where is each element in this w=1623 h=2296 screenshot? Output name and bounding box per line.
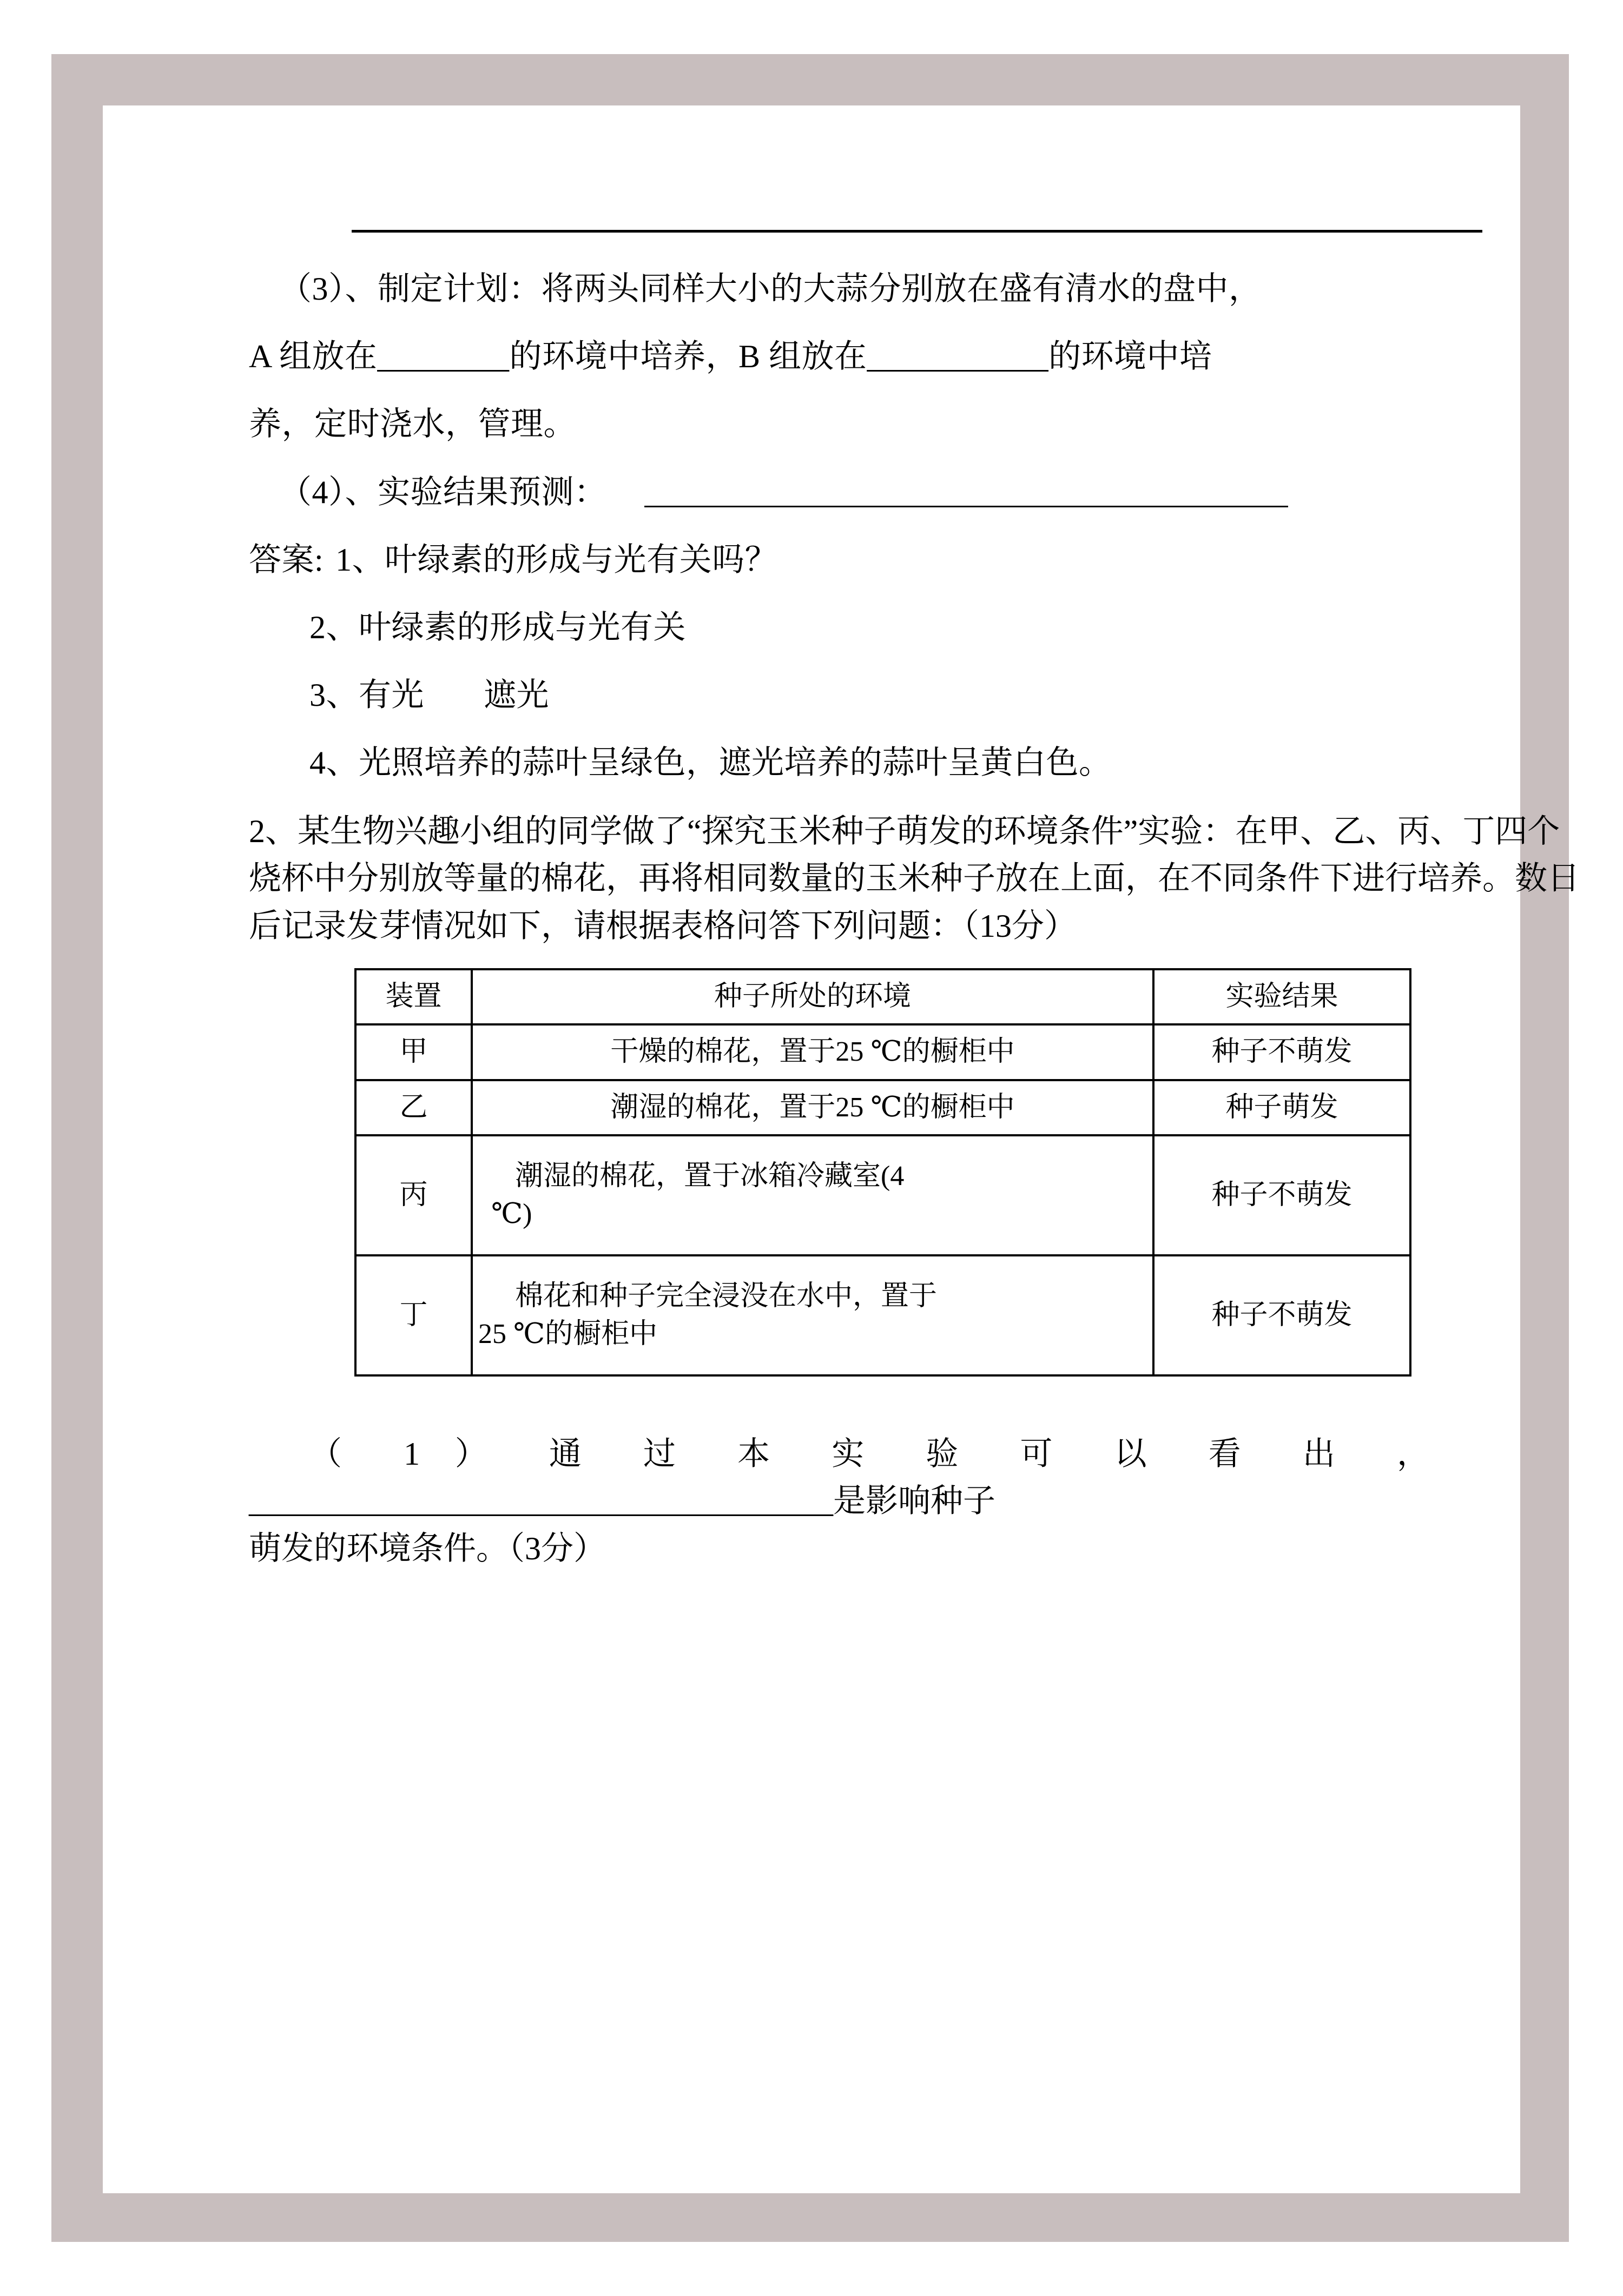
- q3-text-a: A 组放在: [249, 339, 378, 375]
- question-3-line-2: [249, 334, 1580, 380]
- question-2-1-prompt: （ 1 ） 通 过 本 实 验 可 以 看 出 ，: [309, 1435, 1429, 1472]
- q3-blank-1: ________: [377, 339, 510, 375]
- question-2-1-tail-line: 萌发的环境条件。（3分）: [249, 1531, 606, 1567]
- q4-text: （4）、实验结果预测：: [279, 474, 607, 510]
- table-row: [355, 1135, 1410, 1255]
- question-2-paragraph: 2、某生物兴趣小组的同学做了“探究玉米种子萌发的环境条件”实验：在甲、乙、丙、丁四个烧杯中分别放等量的棉花，再将相同数量的玉米种子放在上面，在不同条件下进行培养。数日后记录发芽情况如下，请根据表格问答下列问题：（13分）: [249, 813, 1580, 944]
- answer-3-b: 遮光: [484, 677, 549, 713]
- cell-device: 甲: [355, 1024, 472, 1080]
- answer-line-2: 2、叶绿素的形成与光有关: [309, 609, 686, 645]
- q2-1-tail-a: 是影响种子: [833, 1483, 995, 1519]
- horizontal-rule: [352, 230, 1482, 233]
- table-header-row: [355, 969, 1410, 1024]
- q3-text-c: 的环境中培: [1048, 339, 1212, 375]
- cell-device: 丁: [355, 1255, 472, 1375]
- table-row: [355, 1080, 1410, 1135]
- question-3-line-3: 养，定时浇水，管理。: [249, 406, 576, 442]
- cell-result: 种子不萌发: [1153, 1255, 1410, 1375]
- answer-3-a: 3、有光: [309, 677, 424, 713]
- header-result: 实验结果: [1153, 969, 1410, 1024]
- cell-environment: [472, 1255, 1153, 1375]
- question-2-1-blank-line: [249, 1478, 1580, 1525]
- cell-environment-line-1: 潮湿的棉花，置于冰箱冷藏室(4: [515, 1160, 905, 1192]
- cell-device: 乙: [355, 1080, 472, 1135]
- table-row: [355, 1024, 1410, 1080]
- cell-result: 种子不萌发: [1153, 1135, 1410, 1255]
- q3-blank-2: ___________: [867, 339, 1049, 375]
- cell-environment-line-1: 棉花和种子完全浸没在水中，置于: [515, 1280, 938, 1312]
- cell-result: 种子萌发: [1153, 1080, 1410, 1135]
- answer-line-4: 4、光照培养的蒜叶呈绿色，遮光培养的蒜叶呈黄白色。: [309, 745, 1112, 781]
- header-device: 装置: [355, 969, 472, 1024]
- cell-device: 丙: [355, 1135, 472, 1255]
- question-4-line: [249, 469, 1580, 515]
- answer-1-text: 1、叶绿素的形成与光有关吗？: [335, 541, 778, 578]
- document-content: [249, 230, 1580, 1573]
- cell-result: 种子不萌发: [1153, 1024, 1410, 1080]
- seed-germination-table: [354, 968, 1411, 1377]
- answer-line-3: [249, 672, 1580, 718]
- answer-line-1: [249, 537, 1580, 583]
- header-environment: 种子所处的环境: [472, 969, 1153, 1024]
- cell-environment: [472, 1135, 1153, 1255]
- cell-environment: 潮湿的棉花，置于25 ℃的橱柜中: [472, 1080, 1153, 1135]
- cell-environment-line-2: ℃): [491, 1198, 532, 1229]
- cell-environment: 干燥的棉花，置于25 ℃的橱柜中: [472, 1024, 1153, 1080]
- question-3-line-1: （3）、制定计划：将两头同样大小的大蒜分别放在盛有清水的盘中，: [279, 271, 1262, 307]
- cell-environment-line-2: 25 ℃的橱柜中: [478, 1318, 658, 1349]
- q2-1-blank: ____________________________________: [249, 1483, 833, 1519]
- q3-text-b: 的环境中培养，B 组放在: [509, 339, 867, 375]
- q4-blank: _______________________________________: [644, 474, 1288, 510]
- document-page: [103, 105, 1580, 2193]
- answer-label: 答案:: [249, 541, 324, 578]
- table-row: [355, 1255, 1410, 1375]
